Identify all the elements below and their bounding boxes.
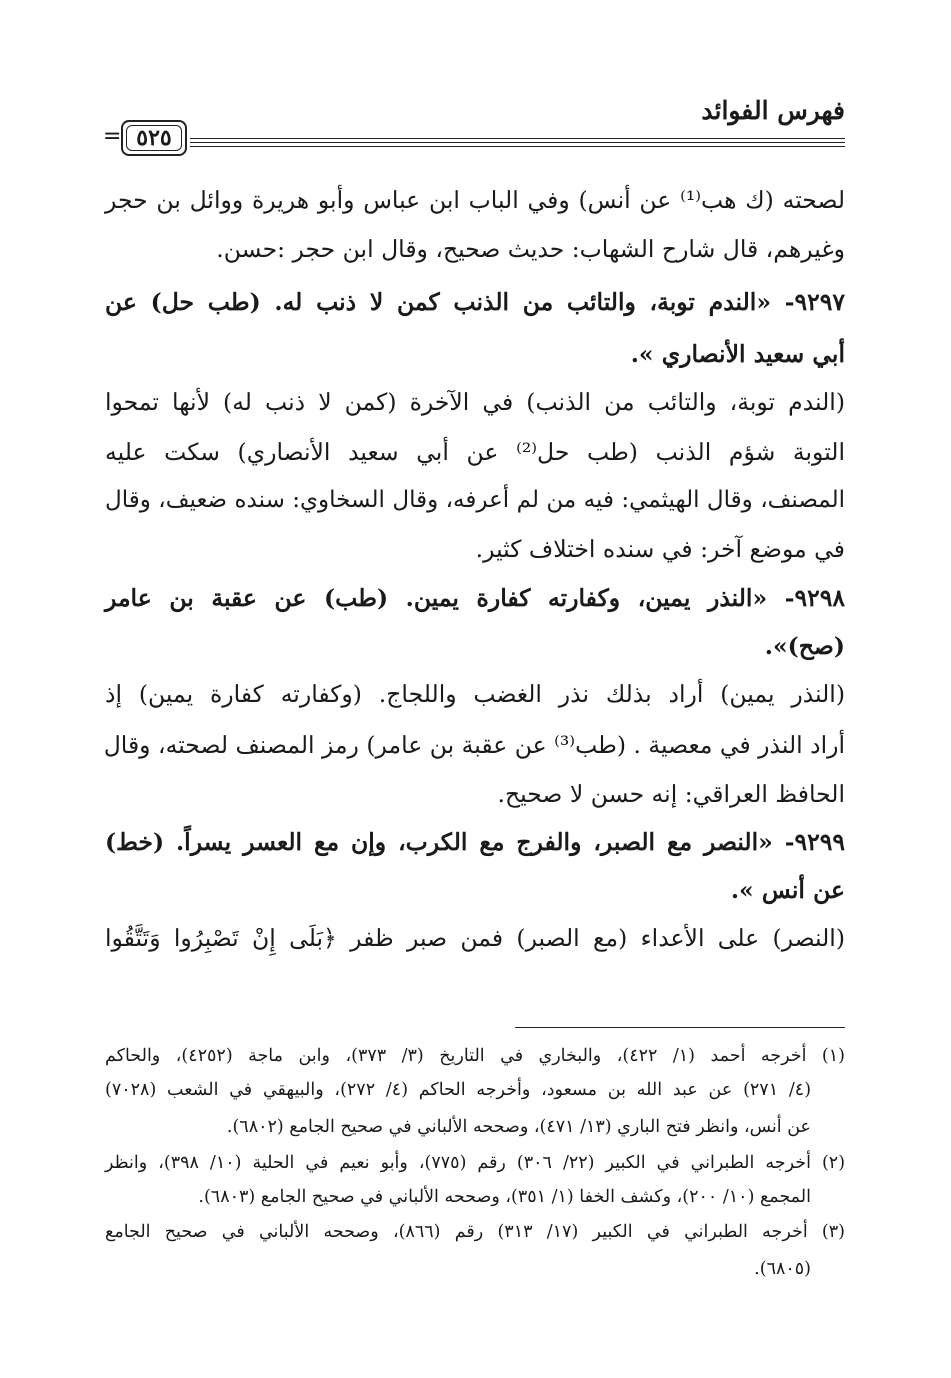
- continuation-mark: =: [103, 124, 122, 149]
- header-rule: [190, 138, 845, 139]
- entry-9298-line: ٩٢٩٨- «النذر يمين، وكفارته كفارة يمين. (طب) عن عقبة بن عامر: [105, 584, 845, 612]
- header-rule: [190, 146, 845, 147]
- page-number-box: [121, 120, 187, 156]
- entry-9299-line: ٩٢٩٩- «النصر مع الصبر، والفرج مع الكرب، وإن مع العسر يسراً. (خط): [105, 828, 845, 856]
- commentary-line: (النصر) على الأعداء (مع الصبر) فمن صبر ظفر ﴿بَلَى إِنْ تَصْبِرُوا وَتَتَّقُوا: [105, 924, 845, 952]
- body-line: لصحته (ك هب⁽¹⁾ عن أنس) وفي الباب ابن عباس وأبو هريرة ووائل بن حجر: [105, 186, 845, 214]
- body-line: وغيرهم، قال شارح الشهاب: حديث صحيح، وقال ابن حجر :حسن.: [216, 235, 845, 263]
- commentary-line: الحافظ العراقي: إنه حسن لا صحيح.: [497, 780, 845, 808]
- page-number: ٥٢٥: [136, 125, 172, 151]
- footnote-line: (١) أخرجه أحمد (١/ ٤٢٢)، والبخاري في التاريخ (٣/ ٣٧٣)، وابن ماجة (٤٢٥٢)، والحاكم: [105, 1046, 845, 1066]
- commentary-line: أراد النذر في معصية . (طب⁽³⁾ عن عقبة بن عامر) رمز المصنف لصحته، وقال: [103, 731, 845, 759]
- footnote-line: عن أنس، وانظر فتح الباري (١٣/ ٤٧١)، وصححه الألباني في صحيح الجامع (٦٨٠٢).: [226, 1117, 811, 1137]
- header-rule: [190, 142, 845, 143]
- entry-9297-line: أبي سعيد الأنصاري ».: [630, 340, 845, 368]
- entry-9298-line: (صح)».: [764, 632, 845, 660]
- footnote-line: (٢) أخرجه الطبراني في الكبير (٢٢/ ٣٠٦) رقم (٧٧٥)، وأبو نعيم في الحلية (١٠/ ٣٩٨)، وانظر: [105, 1153, 846, 1173]
- entry-9297-line: ٩٢٩٧- «الندم توبة، والتائب من الذنب كمن لا ذنب له. (طب حل) عن: [105, 288, 845, 316]
- commentary-line: التوبة شؤم الذنب (طب حل⁽²⁾ عن أبي سعيد الأنصاري) سكت عليه: [105, 438, 845, 466]
- commentary-line: المصنف، وقال الهيثمي: فيه من لم أعرفه، وقال السخاوي: سنده ضعيف، وقال: [105, 487, 846, 513]
- footnote-line: المجمع (١٠/ ٢٠٠)، وكشف الخفا (١/ ٣٥١)، وصححه الألباني في صحيح الجامع (٦٨٠٣).: [198, 1187, 811, 1207]
- entry-9299-line: عن أنس ».: [730, 876, 845, 904]
- commentary-line: في موضع آخر: في سنده اختلاف كثير.: [475, 535, 845, 563]
- commentary-line: (الندم توبة، والتائب من الذنب) في الآخرة (كمن لا ذنب له) لأنها تمحوا: [105, 388, 845, 416]
- footnote-separator: [515, 1027, 845, 1028]
- running-title: فهرس الفوائد: [701, 96, 845, 125]
- footnote-line: (٤/ ٢٧١) عن عبد الله بن مسعود، وأخرجه الحاكم (٤/ ٢٧٢)، والبيهقي في الشعب (٧٠٢٨): [105, 1080, 812, 1100]
- footnote-line: (٦٨٠٥).: [754, 1259, 811, 1279]
- commentary-line: (النذر يمين) أراد بذلك نذر الغضب واللجاج. (وكفارته كفارة يمين) إذ: [105, 680, 845, 708]
- footnote-line: (٣) أخرجه الطبراني في الكبير (١٧/ ٣١٣) رقم (٨٦٦)، وصححه الألباني في صحيح الجامع: [105, 1222, 845, 1242]
